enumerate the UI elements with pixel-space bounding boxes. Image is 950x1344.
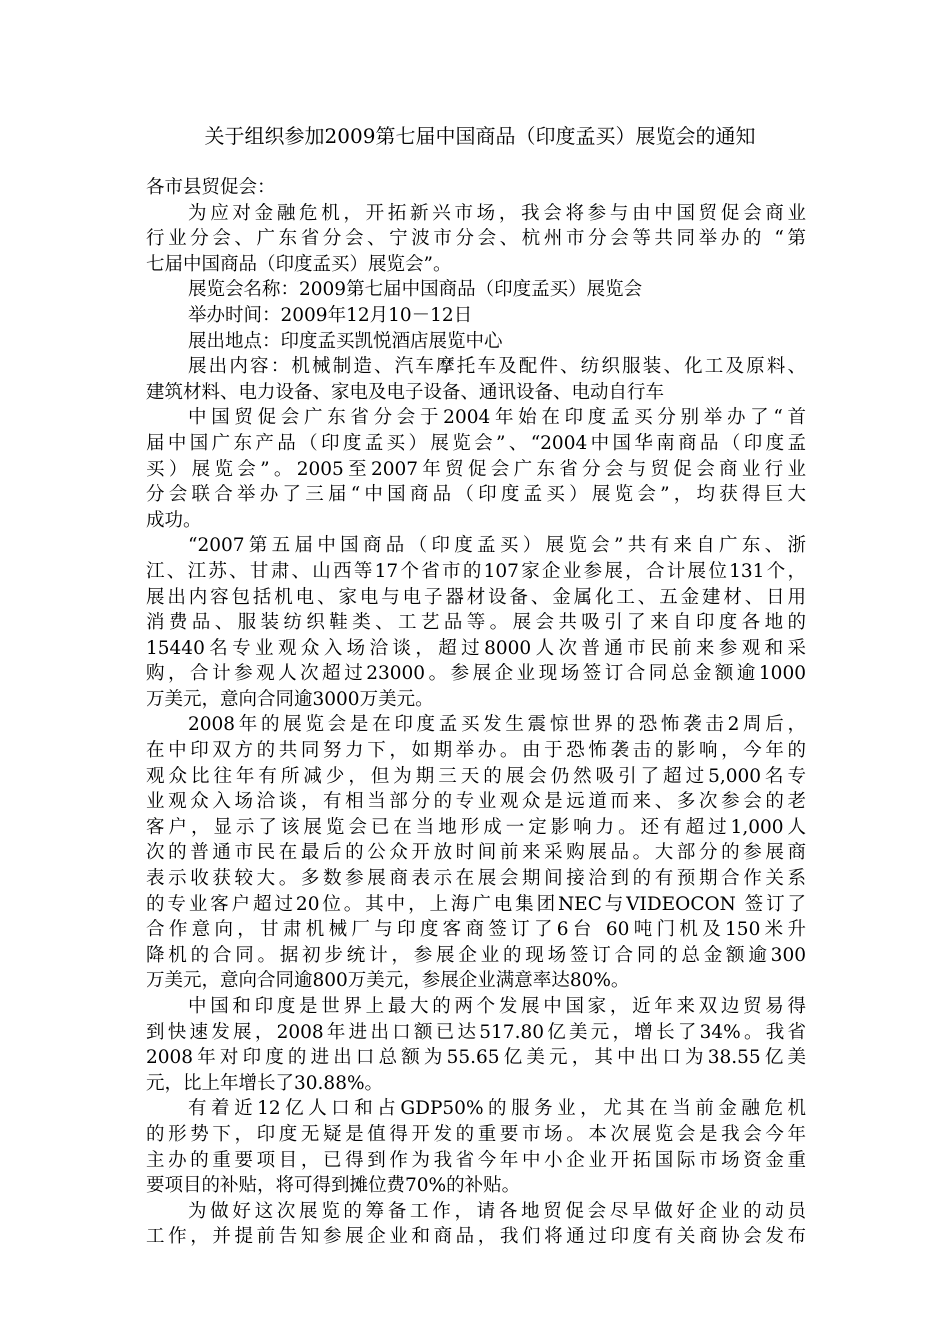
text-line: 建筑材料、电力设备、家电及电子设备、通讯设备、电动自行车 — [146, 381, 665, 403]
text-line: 降机的合同。据初步统计，参展企业的现场签订合同的总金额逾300 — [146, 944, 806, 966]
text-line: 客户，显示了该展览会已在当地形成一定影响力。还有超过1,000人 — [146, 816, 806, 838]
text-line: 为做好这次展览的筹备工作，请各地贸促会尽早做好企业的动员 — [188, 1200, 806, 1222]
text-line: 到快速发展，2008年进出口额已达517.80亿美元，增长了34%。我省 — [146, 1021, 806, 1043]
text-line: 购，合计参观人次超过23000。参展企业现场签订合同总金额逾1000 — [146, 663, 806, 685]
text-line: 展出内容：机械制造、汽车摩托车及配件、纺织服装、化工及原料、 — [188, 356, 806, 378]
text-line: 万美元，意向合同逾800万美元，参展企业满意率达80%。 — [146, 970, 630, 992]
document-body — [146, 175, 806, 1250]
text-line: 为应对金融危机，开拓新兴市场，我会将参与由中国贸促会商业 — [188, 202, 806, 224]
text-line: 要项目的补贴，将可得到摊位费70%的补贴。 — [146, 1175, 521, 1197]
text-line: 业观众入场洽谈，有相当部分的专业观众是远道而来、多次参会的老 — [146, 791, 806, 813]
text-line: 消费品、服装纺织鞋类、工艺品等。展会共吸引了来自印度各地的 — [146, 612, 806, 634]
text-line: 的形势下，印度无疑是值得开发的重要市场。本次展览会是我会今年 — [146, 1123, 806, 1145]
text-line: 展览会名称：2009第七届中国商品（印度孟买）展览会 — [188, 279, 643, 301]
text-line: 届中国广东产品（印度孟买）展览会”、“2004中国华南商品（印度孟 — [146, 432, 806, 454]
text-line: 中国贸促会广东省分会于2004年始在印度孟买分别举办了“首 — [188, 407, 806, 429]
text-line: 工作，并提前告知参展企业和商品，我们将通过印度有关商协会发布 — [146, 1226, 806, 1248]
text-line: 中国和印度是世界上最大的两个发展中国家，近年来双边贸易得 — [188, 996, 806, 1017]
text-line: 买）展览会”。2005至2007年贸促会广东省分会与贸促会商业行业 — [146, 458, 806, 480]
text-line: 行业分会、广东省分会、宁波市分会、杭州市分会等共同举办的 “第 — [146, 228, 806, 250]
text-line: 合作意向，甘肃机械厂与印度客商签订了6台 60吨门机及150米升 — [146, 919, 806, 941]
text-line: 有着近12亿人口和占GDP50%的服务业，尤其在当前金融危机 — [188, 1098, 806, 1120]
text-line: 七届中国商品（印度孟买）展览会”。 — [146, 253, 452, 275]
text-line: 展出地点：印度孟买凯悦酒店展览中心 — [188, 330, 503, 352]
text-line: 观众比往年有所减少，但为期三天的展会仍然吸引了超过5,000名专 — [146, 765, 806, 787]
text-line: 在中印双方的共同努力下，如期举办。由于恐怖袭击的影响，今年的 — [146, 740, 806, 762]
text-line: 的专业客户超过20位。其中，上海广电集团NEC与VIDEOCON 签订了 — [146, 893, 806, 915]
text-line: 次的普通市民在最后的公众开放时间前来采购展品。大部分的参展商 — [146, 842, 806, 864]
document-title: 关于组织参加2009第七届中国商品（印度孟买）展览会的通知 — [204, 124, 756, 148]
text-line: 万美元，意向合同逾3000万美元。 — [146, 688, 434, 710]
text-line: 成功。 — [146, 509, 202, 531]
text-line: 表示收获较大。多数参展商表示在展会期间接洽到的有预期合作关系 — [146, 868, 806, 890]
text-line: 元，比上年增长了30.88%。 — [146, 1072, 384, 1094]
text-line: 各市县贸促会： — [146, 177, 276, 198]
text-line: 展出内容包括机电、家电与电子器材设备、金属化工、五金建材、日用 — [146, 586, 806, 608]
text-line: 2008年对印度的进出口总额为55.65亿美元，其中出口为38.55亿美 — [146, 1047, 806, 1069]
text-line: 2008年的展览会是在印度孟买发生震惊世界的恐怖袭击2周后， — [188, 714, 806, 736]
text-line: 江、江苏、甘肃、山西等17个省市的107家企业参展，合计展位131个， — [146, 560, 806, 582]
text-line: 主办的重要项目，已得到作为我省今年中小企业开拓国际市场资金重 — [146, 1149, 806, 1171]
text-line: “2007第五届中国商品（印度孟买）展览会”共有来自广东、浙 — [188, 535, 806, 557]
text-line: 分会联合举办了三届“中国商品（印度孟买）展览会”，均获得巨大 — [146, 484, 806, 506]
text-line: 15440名专业观众入场洽谈，超过8000人次普通市民前来参观和采 — [146, 637, 806, 659]
text-line: 举办时间：2009年12月10－12日 — [188, 304, 473, 326]
